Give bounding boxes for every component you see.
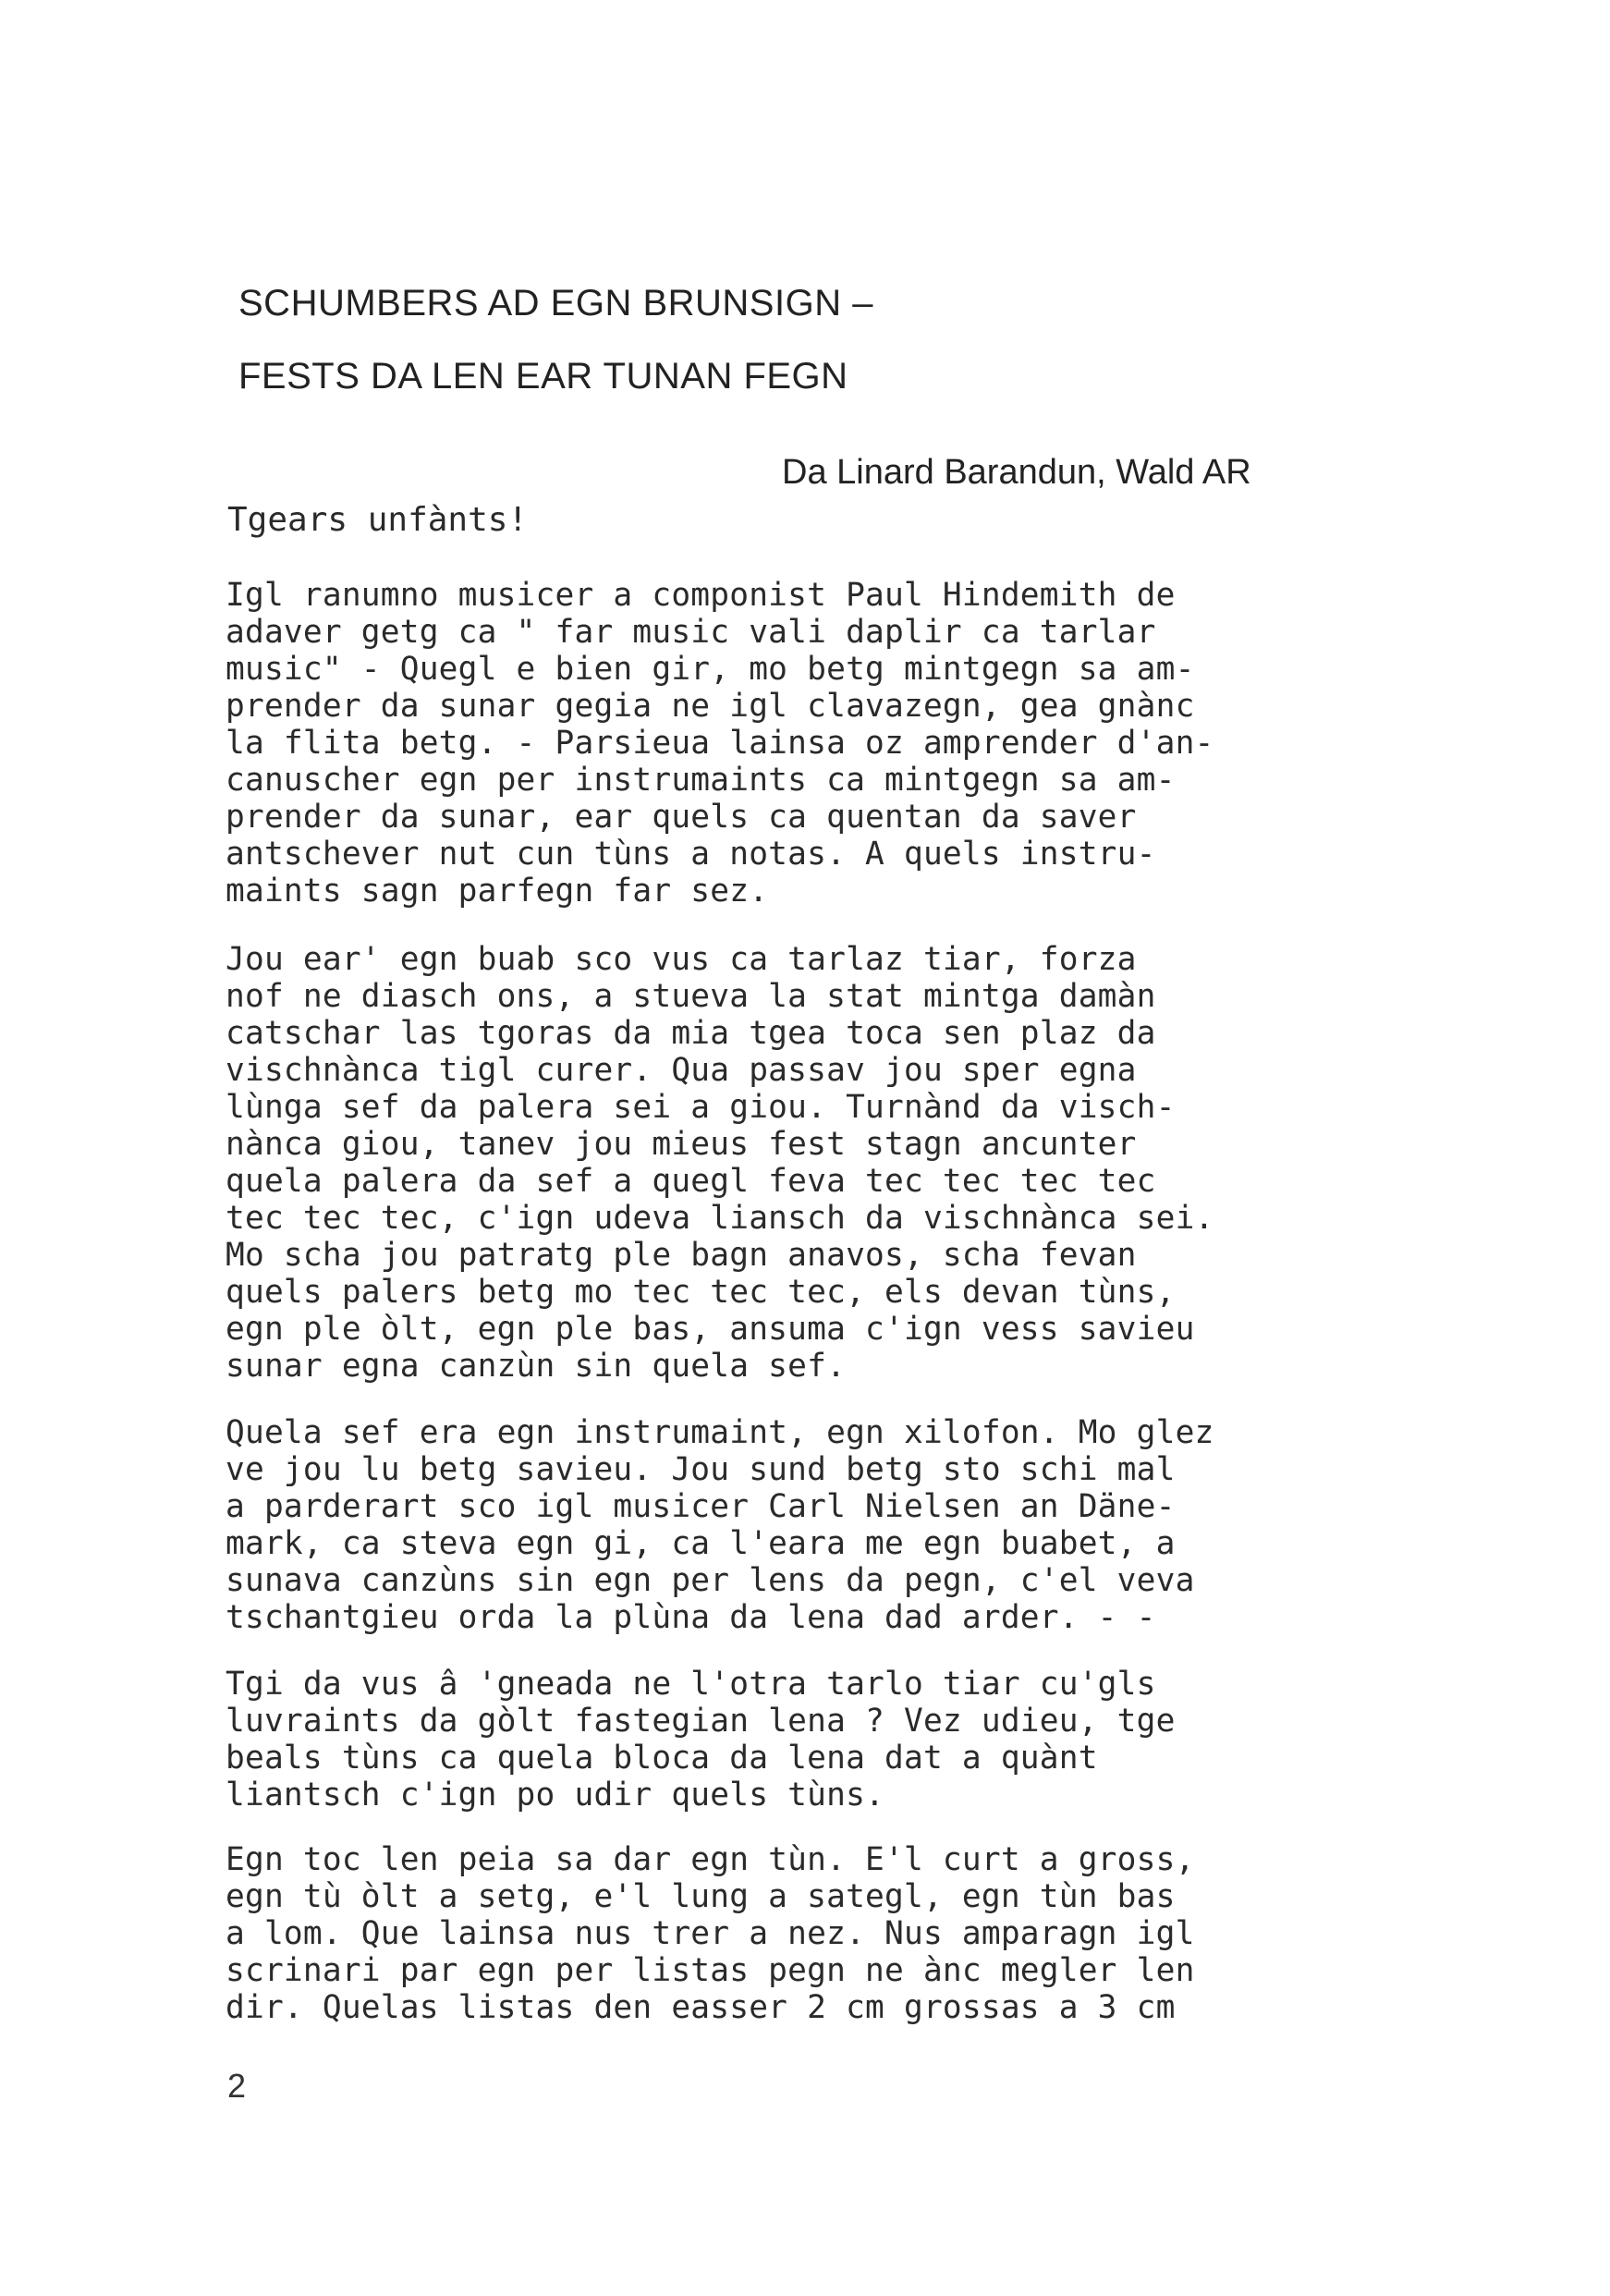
author-line: Da Linard Barandun, Wald AR [782, 453, 1251, 492]
paragraph-2: Jou ear' egn buab sco vus ca tarlaz tiar, forza nof ne diasch ons, a stueva la stat mintga damàn catschar las tgoras da mia tgea toca sen plaz da vischnànca tigl curer. Qua passav jou sper egna lùnga sef da palera sei a giou. Turnànd da visch- nànca giou, tanev jou mieus fest stagn ancunter quela palera da sef a quegl feva tec tec tec tec tec tec tec, c'ign udeva liansch da vischnànca sei. Mo scha jou patratg ple bagn anavos, scha fevan quels palers betg mo tec tec tec, els devan tùns, egn ple òlt, egn ple bas, ansuma c'ign vess savieu sunar egna canzùn sin quela sef. [226, 941, 1214, 1385]
page-number: 2 [227, 2067, 247, 2105]
title-line-1: SCHUMBERS AD EGN BRUNSIGN – [238, 283, 873, 324]
paragraph-3: Quela sef era egn instrumaint, egn xilofon. Mo glez ve jou lu betg savieu. Jou sund betg sto schi mal a parderart sco igl musicer Carl Nielsen an Däne- mark, ca steva egn gi, ca l'eara me egn buabet, a sunava canzùns sin egn per lens da pegn, c'el veva tschantgieu orda la plùna da lena dad arder. - - [226, 1414, 1214, 1636]
title-line-2: FESTS DA LEN EAR TUNAN FEGN [238, 356, 848, 397]
paragraph-5: Egn toc len peia sa dar egn tùn. E'l curt a gross, egn tù òlt a setg, e'l lung a sategl, egn tùn bas a lom. Que lainsa nus trer a nez. Nus amparagn igl scrinari par egn per listas pegn ne ànc megler len dir. Quelas listas den easser 2 cm grossas a 3 cm [226, 1841, 1195, 2026]
paragraph-4: Tgi da vus â 'gneada ne l'otra tarlo tiar cu'gls luvraints da gòlt fastegian lena ? Vez udieu, tge beals tùns ca quela bloca da lena dat a quànt liantsch c'ign po udir quels tùns. [226, 1666, 1176, 1814]
paragraph-1: Igl ranumno musicer a componist Paul Hindemith de adaver getg ca " far music vali daplir ca tarlar music" - Quegl e bien gir, mo betg mintgegn sa am- prender da sunar gegia ne igl clavazegn, gea gnànc la flita betg. - Parsieua lainsa oz amprender d'an- canuscher egn per instrumaints ca mintgegn sa am- prender da sunar, ear quels ca quentan da saver antschever nut cun tùns a notas. A quels instru- maints sagn parfegn far sez. [226, 577, 1214, 910]
salutation: Tgears unfànts! [227, 501, 529, 539]
